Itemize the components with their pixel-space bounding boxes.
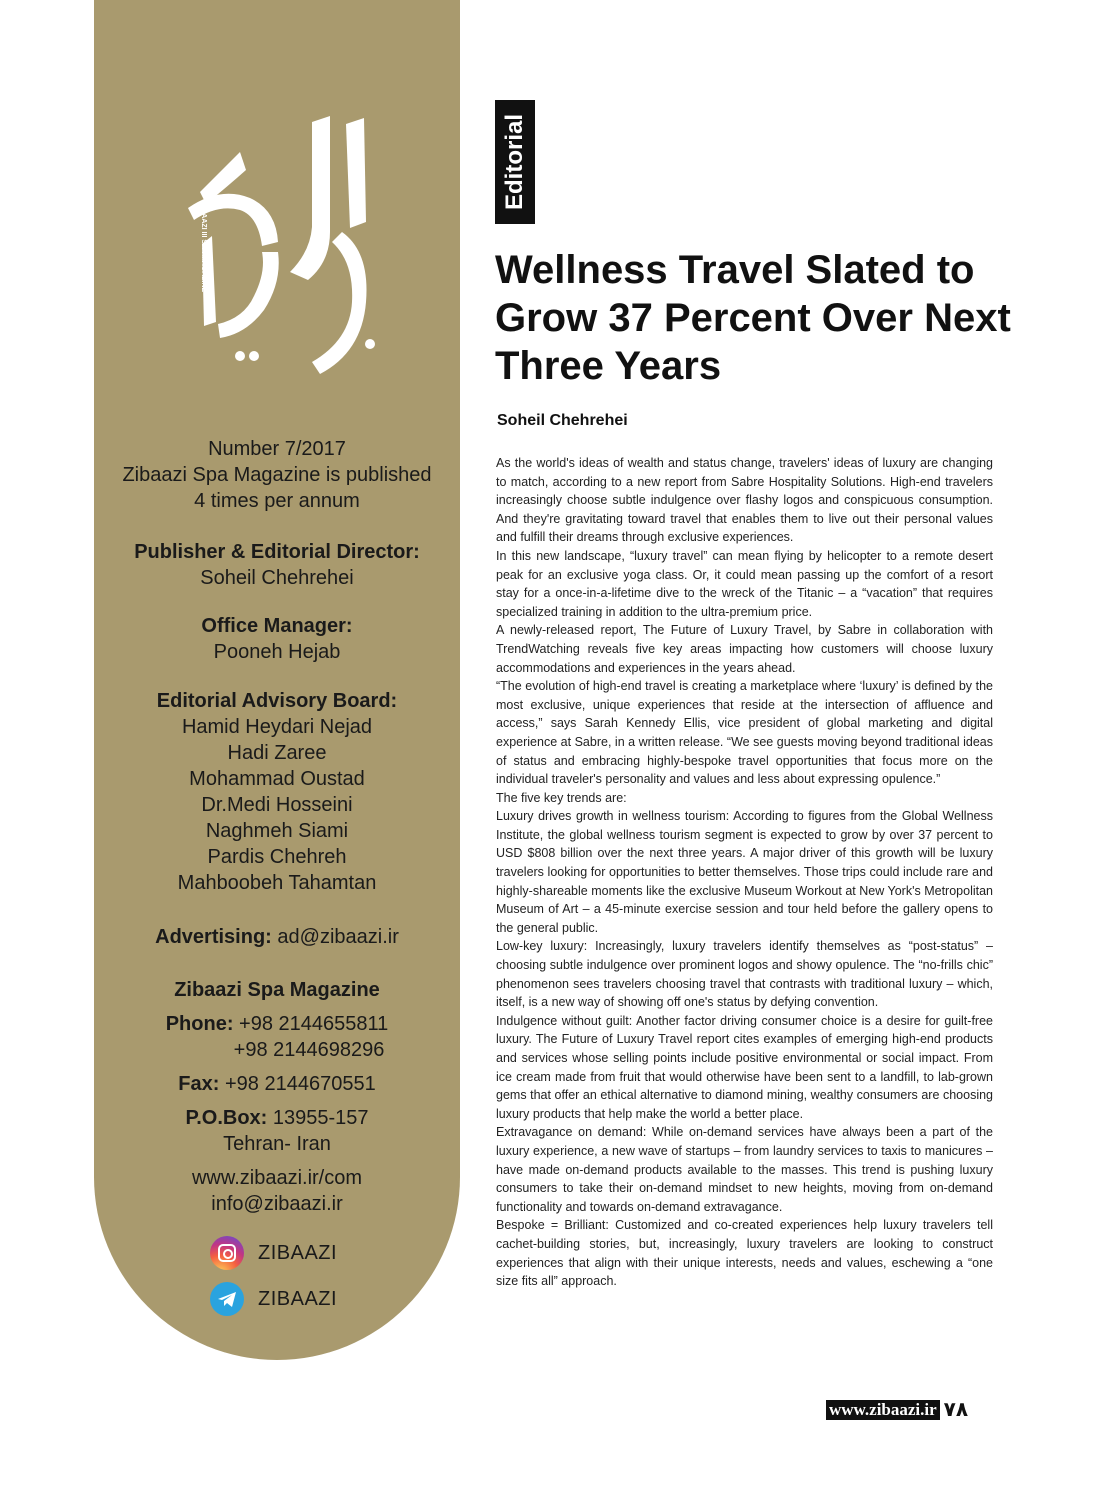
advertising-label: Advertising: bbox=[155, 926, 272, 948]
logo-caption: ZIBAAZI III SPA MAGAZINE bbox=[200, 202, 207, 293]
info-email[interactable]: info@zibaazi.ir bbox=[211, 1193, 343, 1215]
article-headline: Wellness Travel Slated to Grow 37 Percent Over Next Three Years bbox=[495, 248, 1011, 388]
social-links bbox=[210, 1233, 337, 1325]
instagram-link[interactable] bbox=[210, 1233, 337, 1273]
telegram-icon bbox=[210, 1282, 244, 1316]
board-member: Mahboobeh Tahamtan bbox=[177, 872, 377, 894]
instagram-icon bbox=[210, 1236, 244, 1270]
publisher-block bbox=[94, 539, 460, 591]
phone-label: Phone: bbox=[165, 1013, 234, 1035]
article-body bbox=[496, 454, 993, 1291]
section-tab-label: Editorial bbox=[501, 113, 528, 211]
publisher-heading: Publisher & Editorial Director: bbox=[134, 541, 420, 563]
office-manager-heading: Office Manager: bbox=[201, 615, 353, 637]
article-paragraph: Extravagance on demand: While on-demand services have always been a part of the luxury experience, a new wave of startups – from laundry services to taxis to manicures – have made on-demand products available to the masses. This trend is pushing luxury consumers to take their on-demand mindset to new heights, moving from on-demand functionality and towards on-demand extravagance. bbox=[496, 1125, 993, 1214]
telegram-handle: ZIBAAZI bbox=[258, 1287, 338, 1310]
article-paragraph: Bespoke = Brilliant: Customized and co-created experiences help luxury travelers tell cachet-building stories, but, increasingly, luxury travelers are looking to construct experiences that align with their unique interests, needs and values, eschewing a “one size fits all” approach. bbox=[496, 1218, 993, 1289]
article-paragraph: Low-key luxury: Increasingly, luxury travelers identify themselves as “post-status” – choosing subtle indulgence over prominent logos and showy opulence. The “no-frills chic” phenomenon sees travelers choosing travel that contrasts with traditional luxury – which, itself, is a new way of showing off one's status by defying convention. bbox=[496, 939, 993, 1010]
phone-number-2: +98 2144698296 bbox=[233, 1039, 385, 1061]
board-member: Dr.Medi Hosseini bbox=[201, 794, 353, 816]
city: Tehran- Iran bbox=[223, 1133, 331, 1155]
article-paragraph: Indulgence without guilt: Another factor driving consumer choice is a desire for guilt-free luxury. The Future of Luxury Travel report cites examples of emerging high-end products and services whose selling points include positive environmental or social impact. From ice cream made from fruit that would otherwise have been sent to a landfill, to lab-grown gems that offer an ethical alternative to diamond mining, wealthy consumers are choosing luxury products that help make the world a better place. bbox=[496, 1013, 993, 1121]
board-member: Hadi Zaree bbox=[227, 742, 327, 764]
zibaazi-calligraphy-logo-icon bbox=[180, 112, 380, 382]
footer-url[interactable]: www.zibaazi.ir bbox=[826, 1400, 940, 1420]
board-member: Pardis Chehreh bbox=[207, 846, 347, 868]
office-manager-name: Pooneh Hejab bbox=[213, 641, 341, 663]
pobox-label: P.O.Box: bbox=[185, 1107, 268, 1129]
section-tab bbox=[495, 100, 535, 224]
advisory-board-block bbox=[94, 688, 460, 896]
board-member: Mohammad Oustad bbox=[189, 768, 365, 790]
issue-frequency-line-2: 4 times per annum bbox=[194, 490, 360, 512]
article-paragraph: A newly-released report, The Future of Luxury Travel, by Sabre in collaboration with TrendWatching reveals five key areas impacting how customers will choose luxury accommodations and experiences in the years ahead. bbox=[496, 623, 993, 675]
issue-number: Number 7/2017 bbox=[208, 438, 346, 460]
article-paragraph: Luxury drives growth in wellness tourism: According to figures from the Global Wellness Institute, the global wellness tourism segment is expected to grow by over 37 percent to USD $808 billion over the next three years. A major driver of this growth will be luxury travelers looking for opportunities to better themselves. Those trips could include rare and highly-shareable moments like the exclusive Museum Workout at New York's Metropolitan Museum of Art – a 45-minute exercise session and tour held before the gallery opens to the general public. bbox=[496, 809, 993, 935]
article-paragraph: As the world's ideas of wealth and status change, travelers' ideas of luxury are changing to match, according to a new report from Sabre Hospitality Solutions. High-end travelers increasingly choose subtle indulgence over flashy logos and conspicuous consumption. And they're gravitating toward travel that enables them to live out their personal values and fulfill their dreams through exclusive experiences. bbox=[496, 456, 993, 545]
instagram-handle: ZIBAAZI bbox=[258, 1241, 338, 1264]
article-paragraph: In this new landscape, “luxury travel” can mean flying by helicopter to a remote desert peak for an exclusive yoga class. Or, it could mean passing up the comfort of a resort stay for a once-in-a-lifetime dive to the wreck of the Titanic – a “vacation” that requires specialized training in addition to the ultra-premium price. bbox=[496, 548, 993, 619]
page-footer bbox=[826, 1397, 968, 1422]
article-paragraph: The five key trends are: bbox=[496, 790, 627, 805]
advertising-email[interactable]: ad@zibaazi.ir bbox=[277, 926, 399, 948]
board-member: Hamid Heydari Nejad bbox=[181, 716, 373, 738]
publisher-name: Soheil Chehrehei bbox=[200, 567, 354, 589]
fax-line bbox=[94, 1071, 460, 1097]
fax-label: Fax: bbox=[178, 1073, 220, 1095]
contact-title: Zibaazi Spa Magazine bbox=[174, 979, 380, 1001]
advisory-board-heading: Editorial Advisory Board: bbox=[156, 690, 398, 712]
page-number: ۷۸ bbox=[943, 1399, 969, 1421]
article-paragraph: “The evolution of high-end travel is creating a marketplace where ‘luxury’ is defined by the most exclusive, unique experiences that reside at the intersection of affluence and access,” says Sarah Kennedy Ellis, vice president of global marketing and digital experience at Sabre, in a written release. “We see guests moving beyond traditional ideas of status and embracing highly-bespoke travel opportunities that focus more on the individual traveler's personality and values and less about expressing opulence.” bbox=[496, 679, 993, 787]
phone-line bbox=[94, 1011, 460, 1037]
issue-info bbox=[94, 436, 460, 514]
telegram-link[interactable] bbox=[210, 1279, 337, 1319]
board-member: Naghmeh Siami bbox=[205, 820, 349, 842]
office-manager-block bbox=[94, 613, 460, 665]
website-link[interactable]: www.zibaazi.ir/com bbox=[191, 1167, 363, 1189]
fax-number: +98 2144670551 bbox=[224, 1073, 376, 1095]
contact-block bbox=[94, 977, 460, 1217]
pobox-value: 13955-157 bbox=[272, 1107, 369, 1129]
phone-number-1: +98 2144655811 bbox=[239, 1013, 389, 1035]
article-author: Soheil Chehrehei bbox=[497, 412, 628, 429]
advertising-line bbox=[94, 924, 460, 950]
pobox-line bbox=[94, 1105, 460, 1131]
issue-frequency-line: Zibaazi Spa Magazine is published bbox=[122, 464, 432, 486]
